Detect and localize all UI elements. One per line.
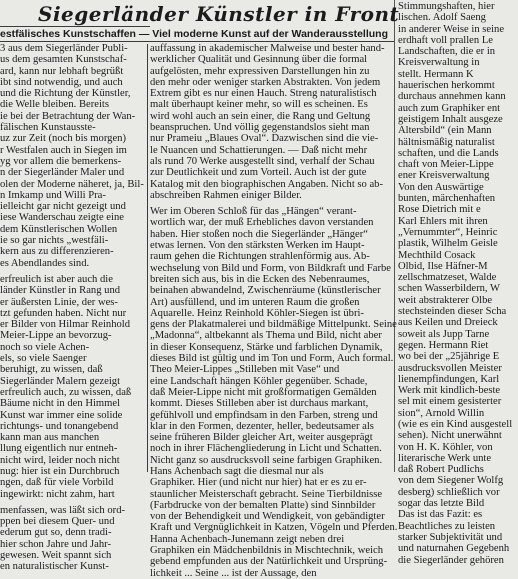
text-line: us dem gesamten Kunstschaf- bbox=[0, 54, 127, 66]
text-line: zellschmatzeset, Walde bbox=[398, 272, 497, 284]
text-line: malt überhaupt keiner mehr, so will es scheinen. Es bbox=[150, 99, 368, 111]
text-line: Olbid, Ilse Häfner-M bbox=[398, 260, 488, 272]
text-line: Siegerländer Malern gezeigt bbox=[0, 375, 121, 387]
text-line: breiten sich aus, bis in die Ecken des Nebenraumes, bbox=[150, 273, 370, 285]
text-line: Kreisverwaltung in bbox=[398, 57, 480, 69]
text-line: den mehr oder weniger starken Abstrakten. Von jedem bbox=[150, 76, 381, 88]
text-line: die Siegerländer gehören bbox=[398, 554, 504, 566]
text-line: auffassung in akademischer Malweise und bester hand- bbox=[150, 43, 385, 54]
text-line: erfreulich auch, zu wissen, daß bbox=[0, 386, 132, 398]
text-line: schaften, und die Lands bbox=[398, 147, 499, 159]
text-line: zur Deutlichkeit und zum Vorteil. Auch ist der gute bbox=[150, 167, 367, 179]
text-line: Stimmungshaften, hier bbox=[398, 1, 495, 12]
text-line: beanspruchen. Und völlig gegenstandslos sieht man bbox=[150, 122, 370, 134]
text-line: stechsteinden dieser Scha bbox=[398, 306, 507, 318]
text-line: klar in den Formen, dezenter, heller, bedeutsamer als bbox=[150, 420, 374, 432]
text-line: Kraft und Vergnüglichkeit in Katzen, Vögeln und Pferden. bbox=[150, 522, 398, 534]
text-line: r Westfalen auch in Siegen im bbox=[0, 144, 127, 156]
text-line: dem Künstlerischen Wollen bbox=[0, 223, 118, 235]
text-line: (wie es ein Kind ausgestell bbox=[398, 418, 513, 430]
text-column-right bbox=[398, 1, 518, 566]
text-line: beinahen abwandelnd, Zwischenräume (künstlerischer bbox=[150, 285, 381, 297]
text-line: gens der Plakatmalerei und bildmäßige Mittelpunkt. Seine bbox=[150, 319, 397, 331]
text-line: ederum gut so, denn tradi- bbox=[0, 527, 112, 539]
text-line: Von den Auswärtige bbox=[398, 181, 484, 193]
text-line: daß Meier-Lippe nicht mit großformatigen Gemälden bbox=[150, 386, 377, 398]
text-line: hier schon Jahre und Jahr- bbox=[0, 538, 111, 550]
text-line: sion“, Arnold Willin bbox=[398, 407, 485, 419]
text-line: ibt sind notwendig, und auch bbox=[0, 76, 123, 88]
text-line: Meier-Lippe an bevorzug- bbox=[0, 330, 112, 342]
text-line: olen der Moderne näheret, ja, Bil- bbox=[0, 178, 144, 190]
text-line: uz zur Zeit (noch bis morgen) bbox=[0, 133, 127, 145]
text-line: Nicht ganz so ausdrucksvoll seine farbigen Graphiken. bbox=[150, 454, 383, 466]
text-line: kann man aus manchen bbox=[0, 432, 100, 444]
text-line: dieses Bild ist gültig und im Ton und Form, Auch formal. bbox=[150, 353, 394, 365]
text-line: die Welle bleiben. Bereits bbox=[0, 99, 109, 111]
text-line: n Imkamp und Willi Pra- bbox=[0, 189, 106, 201]
text-line: en naturalistischer Kunst- bbox=[0, 561, 109, 573]
text-line: nug: hier ist ein Durchbruch bbox=[0, 465, 120, 477]
text-line: von dem Siegener Wolfg bbox=[398, 475, 504, 487]
text-line: staunlicher Meisterschaft gebracht. Seine Tierbildnisse bbox=[150, 488, 383, 500]
text-line: haben. Hier stoßen noch die Siegerländer „Hänger“ bbox=[150, 228, 368, 240]
text-line: richtungs- und tonangebend bbox=[0, 420, 119, 432]
text-line: Altersbild“ (ein Mann bbox=[398, 125, 492, 137]
text-line: gewesen. Weit spannt sich bbox=[0, 550, 112, 562]
text-line: erfreulich ist aber auch die bbox=[0, 273, 113, 285]
text-line: ingewirkt: nicht zahm, hart bbox=[0, 488, 115, 500]
text-line: ielleicht gar nicht gezeigt und bbox=[0, 201, 126, 213]
text-line: Katalog mit den biographischen Angaben. Nicht so ab- bbox=[150, 178, 384, 190]
text-line: auch zum Graphiker ent bbox=[398, 102, 501, 114]
text-line: seine früheren Bilder gleicher Art, weiter ausgeprägt bbox=[150, 432, 373, 444]
text-line: gegen. Hermann Riet bbox=[398, 339, 489, 351]
text-line: n der Siegerländer Maler und bbox=[0, 167, 125, 179]
text-line: Kunst war immer eine solide bbox=[0, 409, 123, 421]
text-line: weit abstrakterer Olbe bbox=[398, 294, 493, 306]
text-line: er Bilder von Hilmar Reinhold bbox=[0, 319, 131, 331]
article-headline: Siegerländer Künstler in Front bbox=[38, 2, 400, 26]
text-line: und die Richtung der Künstler, bbox=[0, 88, 131, 100]
text-line: els, so viele Saenger bbox=[0, 353, 87, 365]
text-line: chaft von Meier-Lippe bbox=[398, 159, 494, 171]
text-line: gefühlvoll und empfindsam in den Farben, streng und bbox=[150, 409, 378, 421]
text-line: tzt gefunden haben. Nicht nur bbox=[0, 307, 127, 319]
text-line: lienempfindungen, Karl bbox=[398, 373, 500, 385]
text-line: in anderer Weise in seine bbox=[398, 23, 505, 35]
text-line: llung eigentlich nur entneh- bbox=[0, 443, 118, 455]
text-line: kern aus zu differenzieren- bbox=[0, 246, 114, 258]
text-line: iese Wanderschau zeigte eine bbox=[0, 212, 124, 224]
text-line: von H. K. Köhler, von bbox=[398, 441, 493, 453]
text-line: er äußersten Linie, der wes- bbox=[0, 296, 118, 308]
text-line: schen Wasserbildern, W bbox=[398, 283, 501, 295]
text-line: Hanna Achenbach-Junemann zeigt neben drei bbox=[150, 533, 345, 545]
text-line: Aquarelle. Heinz Reinhold Köhler-Siegen ist übri- bbox=[150, 307, 364, 319]
text-line: länder Künstler in Rang und bbox=[0, 285, 121, 297]
text-line: yg vor allem die bemerkens- bbox=[0, 155, 122, 167]
text-line: starker Subjektivität und bbox=[398, 531, 503, 543]
text-line: hältnismäßig naturalist bbox=[398, 136, 495, 148]
text-line: etwas lernen. Von den stärksten Werken im Haupt- bbox=[150, 240, 365, 252]
text-line: von der Behendigkeit und Wendigkeit, von gebändigter bbox=[150, 511, 385, 523]
text-line: Extrem gibt es nur einen Hauch. Streng naturalistisch bbox=[150, 88, 377, 100]
text-line: Graphiker. Hier (und nicht nur hier) hat er es zu er- bbox=[150, 477, 367, 489]
text-line: lichkeit ... Seine ... ist der Aussage, den bbox=[150, 567, 317, 579]
text-line: nur Prameiu „Blaues Oval“. Dazwischen sind die vie- bbox=[150, 133, 379, 145]
text-line: es Abendlandes sind. bbox=[0, 257, 90, 269]
text-line: aus Keilen und Dreieck bbox=[398, 317, 498, 329]
text-line: wechselung von Bild und Form, von Bildkraft und Farbe bbox=[150, 262, 391, 274]
text-line: Werk mit kindlich-beste bbox=[398, 385, 501, 397]
text-line: Art) ausfüllend, und im unteren Raum die großen bbox=[150, 296, 360, 308]
text-line: noch so viele Achen- bbox=[0, 341, 90, 353]
text-line: ausdrucksvollen Meister bbox=[398, 362, 502, 374]
text-line: Wer im Oberen Schloß für das „Hängen“ verant- bbox=[150, 206, 357, 218]
text-line: sehen). Nicht unerwähnt bbox=[398, 430, 502, 442]
text-line: le Nuancen und Schattierungen. — Daß nicht mehr bbox=[150, 144, 368, 156]
text-line: ener Kreisverwaltung bbox=[398, 170, 490, 182]
text-line: wird wohl auch an sein einer, die Rang und Geltung bbox=[150, 110, 371, 122]
text-line: werklicher Qualität und Gesinnung über die formal bbox=[150, 54, 368, 66]
text-line: Das ist das Fazit: es bbox=[398, 509, 483, 521]
text-line: 3 aus dem Siegerländer Publi- bbox=[0, 43, 128, 54]
text-line: aufgelösten, mehr expressiven Darstellungen hin zu bbox=[150, 65, 370, 77]
text-line: Theo Meier-Lippes „Stilleben mit Vase“ und bbox=[150, 364, 340, 376]
text-line: Mechthild Cosack bbox=[398, 249, 476, 261]
text-line: soweit als Jupp Tarne bbox=[398, 328, 490, 340]
text-line: Beachtliches zu leisten bbox=[398, 520, 496, 532]
text-line: in dieser Konsequenz, Stärke und farblichen Dynamik, bbox=[150, 341, 383, 353]
text-line: beruhigt, zu wissen, daß bbox=[0, 364, 103, 376]
text-line: kommt. Dieses Stilleben aber ist durchaus markant, bbox=[150, 398, 369, 410]
text-line: wo bei der „25jährige E bbox=[398, 351, 500, 363]
text-line: „Vernummter“, Heinric bbox=[398, 226, 498, 238]
text-line: sogar das letzte Bild bbox=[398, 498, 485, 510]
text-line: Landschaften, die er in bbox=[398, 46, 496, 58]
text-column-left bbox=[0, 43, 148, 573]
text-line: nicht wird, leider noch nicht bbox=[0, 454, 120, 466]
text-line: erdhaft voll prallen Le bbox=[398, 34, 494, 46]
text-line: bunten, märchenhaften bbox=[398, 193, 496, 205]
text-column-middle bbox=[150, 43, 425, 579]
text-line: gebend empfunden aus der Natürlichkeit und Ursprüng- bbox=[150, 556, 388, 568]
text-line: wortlich war, der muß Erhebliches davon verstanden bbox=[150, 217, 374, 229]
text-line: durchaus annehmen kann bbox=[398, 91, 506, 103]
text-line: Hans Achenbach sagt die diesmal nur als bbox=[150, 465, 324, 477]
text-line: und naturnahen Gegebenh bbox=[398, 543, 510, 555]
rule-under-subtitle bbox=[0, 41, 394, 42]
text-line: stellt. Hermann K bbox=[398, 68, 474, 80]
text-line: ppen bei diesem Quer- und bbox=[0, 516, 115, 528]
text-line: geistigem Inhalt ausgeze bbox=[398, 113, 503, 125]
text-line: als rund 70 Werke ausgestellt sind, verhalf der Schau bbox=[150, 155, 375, 167]
text-line: Bäume nicht in den Himmel bbox=[0, 398, 121, 410]
text-line: fälischen Kunstausste- bbox=[0, 122, 96, 134]
text-line: ngen, daß für viele Vorbild bbox=[0, 477, 114, 489]
text-line: (Farbdrucke von der bemalten Platte) sind Sinnbilder bbox=[150, 499, 376, 511]
text-line: sel mit einem gesisterter bbox=[398, 396, 502, 408]
text-line: ie bei der Betrachtung der Wan- bbox=[0, 110, 136, 122]
top-divider-left bbox=[0, 26, 150, 27]
text-line: raum gehen die Richtungen strahlenförmig aus. Ab- bbox=[150, 251, 370, 263]
text-line: ard, kann nur lebhaft begrüßt bbox=[0, 65, 124, 77]
text-line: daß Robert Pudlichs bbox=[398, 464, 484, 476]
article-subheadline: estfälisches Kunstschaffen — Viel moderne Kunst auf der Wanderausstellung bbox=[0, 28, 389, 40]
text-line: literarische Werk unte bbox=[398, 452, 492, 464]
text-line: hauerischen herkommt bbox=[398, 80, 495, 92]
text-line: ie so gar nichts „westfäli- bbox=[0, 235, 109, 247]
text-line: Rose Dietrich mit e bbox=[398, 204, 481, 216]
text-line: eine Landschaft hängen Köhler gegenüber. Schade, bbox=[150, 375, 368, 387]
text-line: abschreiben Rahmen einiger Bilder. bbox=[150, 189, 302, 201]
text-line: noch in ihrer Flächengliederung in Licht und Schatten. bbox=[150, 443, 382, 455]
text-line: Karl Ehlers mit ihren bbox=[398, 215, 488, 227]
text-line: menfassen, was läßt sich ord- bbox=[0, 504, 126, 516]
text-line: plastik, Wilhelm Geisle bbox=[398, 238, 498, 250]
text-line: Graphiken ein Mädchenbildnis in Mischtechnik, weich bbox=[150, 545, 384, 557]
text-line: desberg) schließlich vor bbox=[398, 486, 500, 498]
text-line: lischen. Adolf Saeng bbox=[398, 12, 486, 24]
text-line: „Madonna“, altbekannt als Thema und Bild, nicht aber bbox=[150, 330, 382, 342]
